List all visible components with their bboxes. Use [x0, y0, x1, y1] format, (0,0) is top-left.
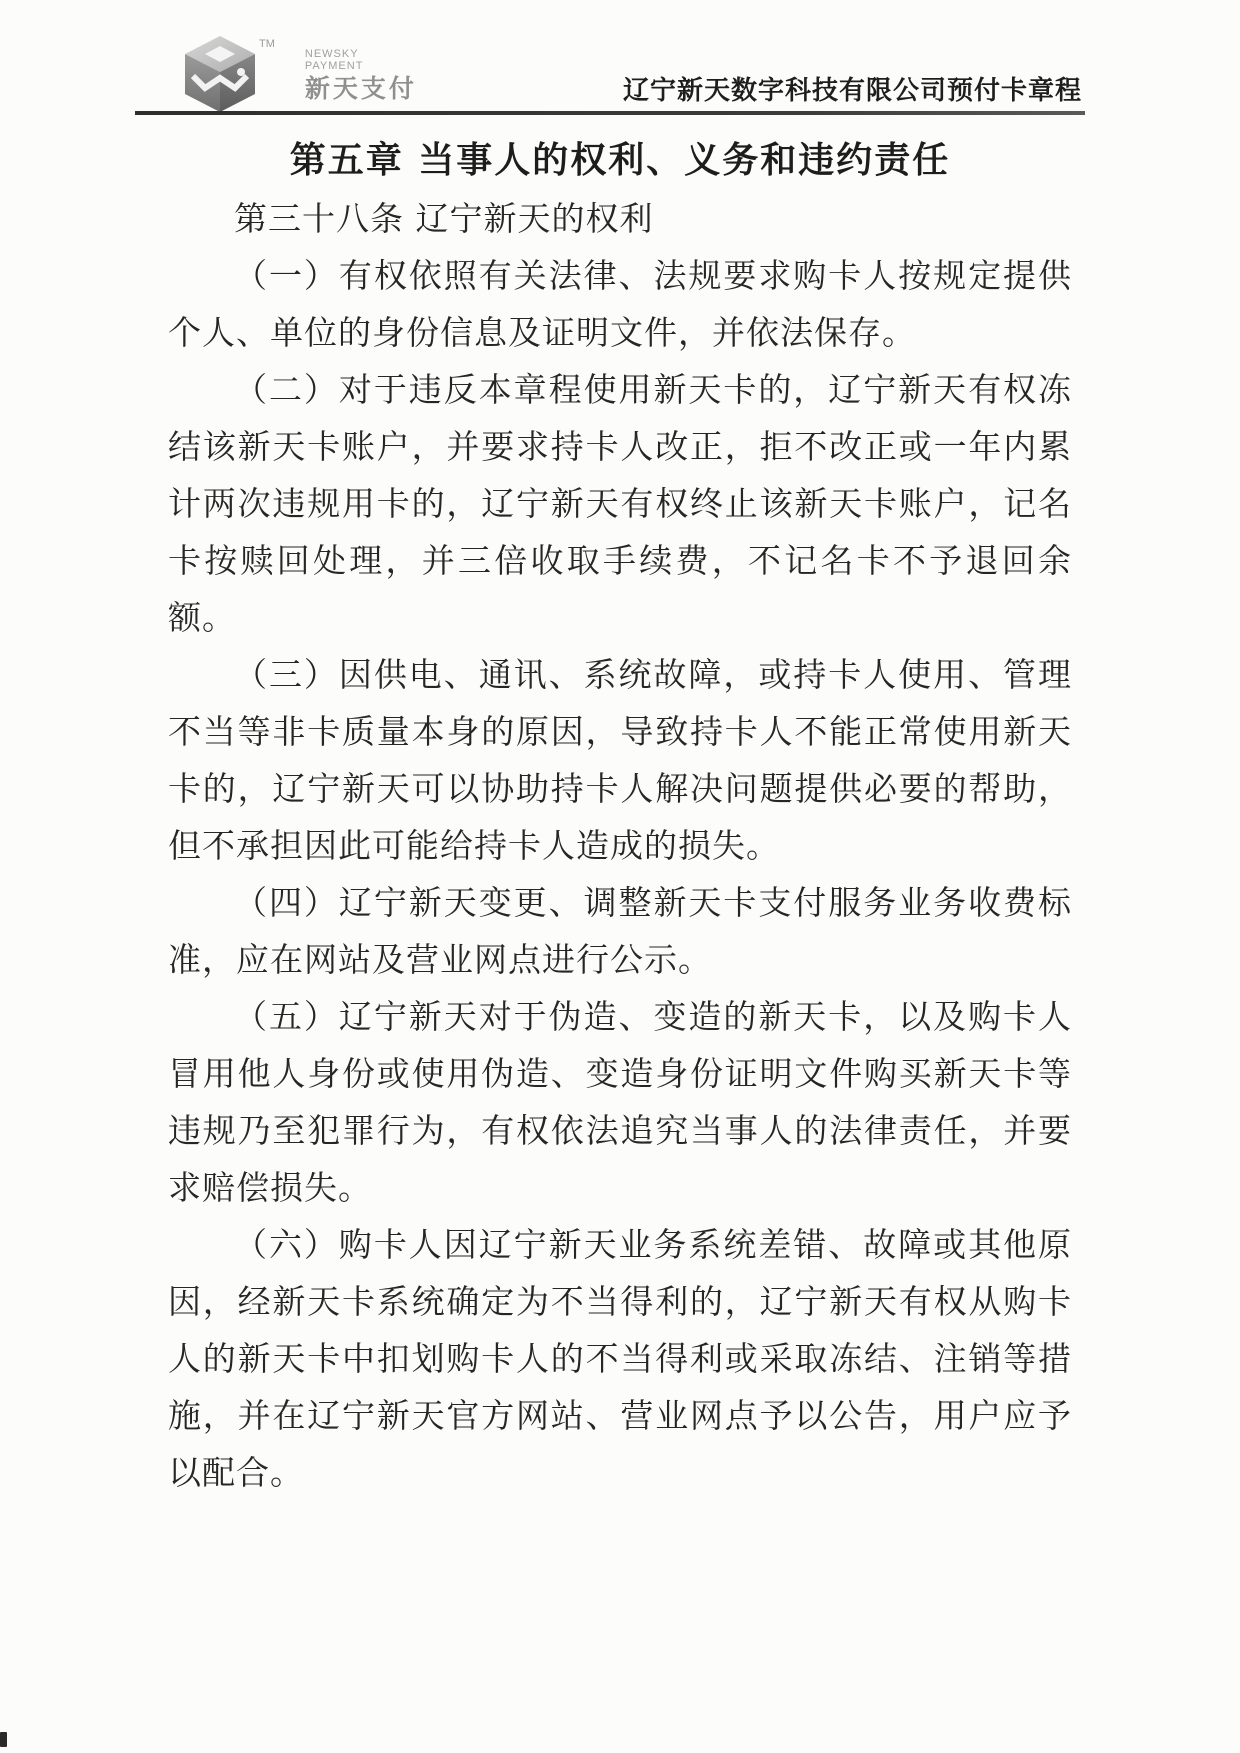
cube-logo-icon [183, 34, 257, 114]
logo-en-line2: PAYMENT [304, 60, 364, 72]
body-paragraph-4: （四）辽宁新天变更、调整新天卡支付服务业务收费标准，应在网站及营业网点进行公示。 [168, 883, 1072, 979]
logo-text [305, 48, 417, 103]
article-heading: 第三十八条 辽宁新天的权利 [234, 199, 654, 238]
header-divider [135, 111, 1085, 115]
body-paragraph-5: （五）辽宁新天对于伪造、变造的新天卡，以及购卡人冒用他人身份或使用伪造、变造身份证明文件购买新天卡等违规乃至犯罪行为，有权依法追究当事人的法律责任，并要求赔偿损失。 [168, 997, 1072, 1207]
body-paragraph-1: （一）有权依照有关法律、法规要求购卡人按规定提供个人、单位的身份信息及证明文件，并依法保存。 [168, 256, 1072, 352]
document-header-title: 辽宁新天数字科技有限公司预付卡章程 [622, 76, 1082, 106]
body-paragraph-3: （三）因供电、通讯、系统故障，或持卡人使用、管理不当等非卡质量本身的原因，导致持卡人不能正常使用新天卡的，辽宁新天可以协助持卡人解决问题提供必要的帮助，但不承担因此可能给持卡人造成的损失。 [168, 655, 1072, 865]
scan-artifact [0, 1732, 7, 1747]
logo-en-line1: NEWSKY [304, 48, 359, 60]
document-body [168, 136, 1072, 1501]
newsky-logo [183, 34, 417, 114]
logo-brand-name: 新天支付 [304, 75, 417, 103]
chapter-title: 第五章 当事人的权利、义务和违约责任 [289, 139, 951, 181]
body-paragraph-6: （六）购卡人因辽宁新天业务系统差错、故障或其他原因，经新天卡系统确定为不当得利的，辽宁新天有权从购卡人的新天卡中扣划购卡人的不当得利或采取冻结、注销等措施，并在辽宁新天官方网站、营业网点予以公告，用户应予以配合。 [168, 1225, 1072, 1492]
body-paragraph-2: （二）对于违反本章程使用新天卡的，辽宁新天有权冻结该新天卡账户，并要求持卡人改正，拒不改正或一年内累计两次违规用卡的，辽宁新天有权终止该新天卡账户，记名卡按赎回处理，并三倍收取手续费，不记名卡不予退回余额。 [168, 370, 1072, 637]
trademark-symbol: TM [259, 38, 275, 50]
